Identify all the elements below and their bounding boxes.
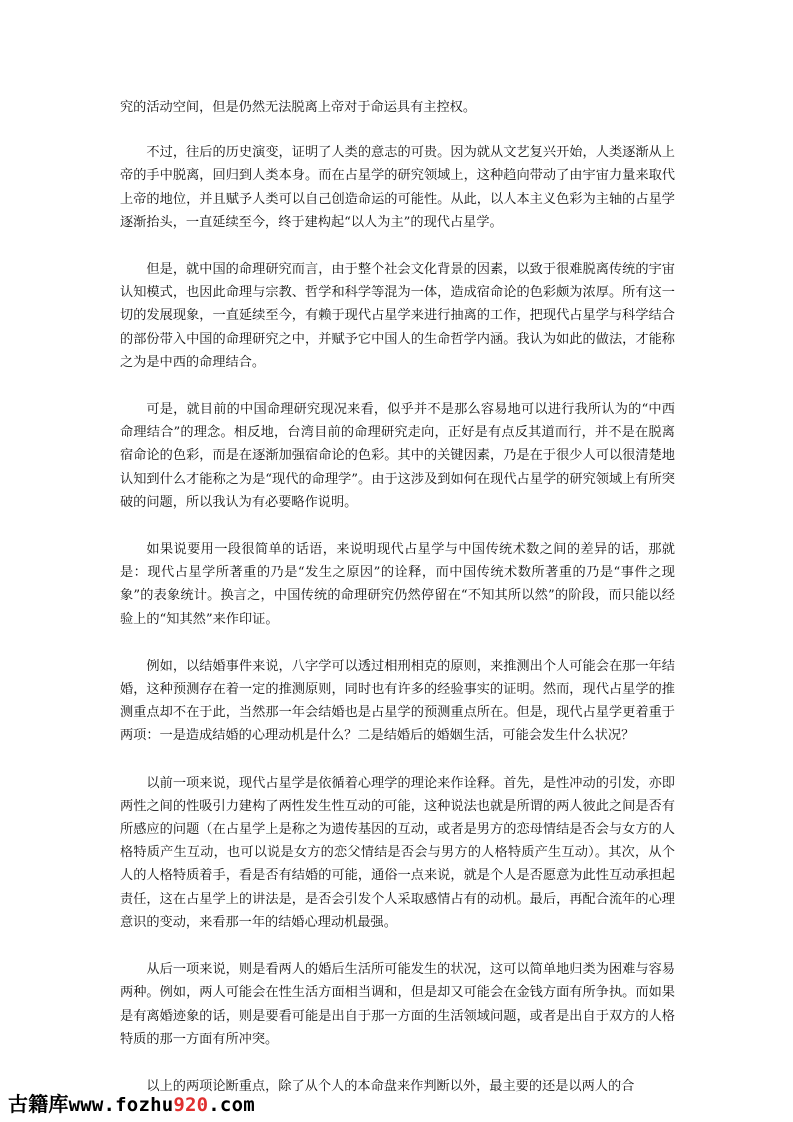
paragraph: 以前一项来说，现代占星学是依循着心理学的理论来作诠释。首先，是性冲动的引发，亦即两性之间的性吸引力建构了两性发生性互动的可能，这种说法也就是所谓的两人彼此之间是否有所感应的问题（在占星学上是称之为遗传基因的互动，或者是男方的恋母情结是否会与女方的人格特质产生互动，也可以说是女方的恋父情结是否会与男方的人格特质产生互动）。其次，从个人的人格特质着手，看是否有结婚的可能，通俗一点来说，就是个人是否愿意为此性互动承担起责任，这在占星学上的讲法是，是否会引发个人采取感情占有的动机。最后，再配合流年的心理意识的变动，来看那一年的结婚心理动机最强。 xyxy=(120,775,675,930)
site-watermark-logo xyxy=(8,1088,255,1118)
paragraph: 从后一项来说，则是看两人的婚后生活所可能发生的状况，这可以简单地归类为困难与容易两种。例如，两人可能会在性生活方面相当调和，但是却又可能会在金钱方面有所争执。而如果是有离婚迹象的话，则是要看可能是出自于那一方面的生活领域问题，或者是出自于双方的人格特质的那一方面有所冲突。 xyxy=(120,962,675,1047)
watermark-url-prefix: www.fozhu xyxy=(68,1094,174,1116)
paragraph: 如果说要用一段很简单的话语，来说明现代占星学与中国传统术数之间的差异的话，那就是：现代占星学所著重的乃是“发生之原因”的诠释，而中国传统术数所著重的乃是“事件之现象”的表象统计。换言之，中国传统的命理研究仍然停留在“不知其所以然”的阶段，而只能以经验上的“知其然”来作印证。 xyxy=(120,542,675,627)
paragraph: 可是，就目前的中国命理研究现况来看，似乎并不是那么容易地可以进行我所认为的“中西命理结合”的理念。相反地，台湾目前的命理研究走向，正好是有点反其道而行，并不是在脱离宿命论的色彩，而是在逐渐加强宿命论的色彩。其中的关键因素，乃是在于很少人可以很清楚地认知到什么才能称之为是“现代的命理学”。由于这涉及到如何在现代占星学的研究领域上有所突破的问题，所以我认为有必要略作说明。 xyxy=(120,402,675,510)
watermark-url-suffix: .com xyxy=(208,1094,255,1116)
watermark-url xyxy=(69,1094,255,1116)
paragraph-continuation: 究的活动空间，但是仍然无法脱离上帝对于命运具有主控权。 xyxy=(120,100,477,115)
watermark-brand: 古籍库 xyxy=(8,1092,69,1116)
document-body xyxy=(120,96,675,1122)
paragraph: 以上的两项论断重点，除了从个人的本命盘来作判断以外，最主要的还是以两人的合 xyxy=(146,1078,635,1094)
paragraph: 例如，以结婚事件来说，八字学可以透过相刑相克的原则，来推测出个人可能会在那一年结婚，这种预测存在着一定的推测原则，同时也有许多的经验事实的证明。然而，现代占星学的推测重点却不在于此，当然那一年会结婚也是占星学的预测重点所在。但是，现代占星学更着重于两项：一是造成结婚的心理动机是什么？二是结婚后的婚姻生活，可能会发生什么状况？ xyxy=(120,658,675,744)
paragraph: 但是，就中国的命理研究而言，由于整个社会文化背景的因素，以致于很难脱离传统的宇宙认知模式，也因此命理与宗教、哲学和科学等混为一体，造成宿命论的色彩颇为浓厚。所有这一切的发展现象，一直延续至今，有赖于现代占星学来进行抽离的工作，把现代占星学与科学结合的部份带入中国的命理研究之中，并赋予它中国人的生命哲学内涵。我认为如此的做法，才能称之为是中西的命理结合。 xyxy=(120,262,675,370)
watermark-url-number: 920 xyxy=(173,1094,209,1116)
paragraph: 不过，往后的历史演变，证明了人类的意志的可贵。因为就从文艺复兴开始，人类逐渐从上帝的手中脱离，回归到人类本身。而在占星学的研究领域上，这种趋向带动了由宇宙力量来取代上帝的地位，并且赋予人类可以自己创造命运的可能性。从此，以人本主义色彩为主轴的占星学逐渐抬头，一直延续至今，终于建构起“以人为主”的现代占星学。 xyxy=(120,145,675,230)
